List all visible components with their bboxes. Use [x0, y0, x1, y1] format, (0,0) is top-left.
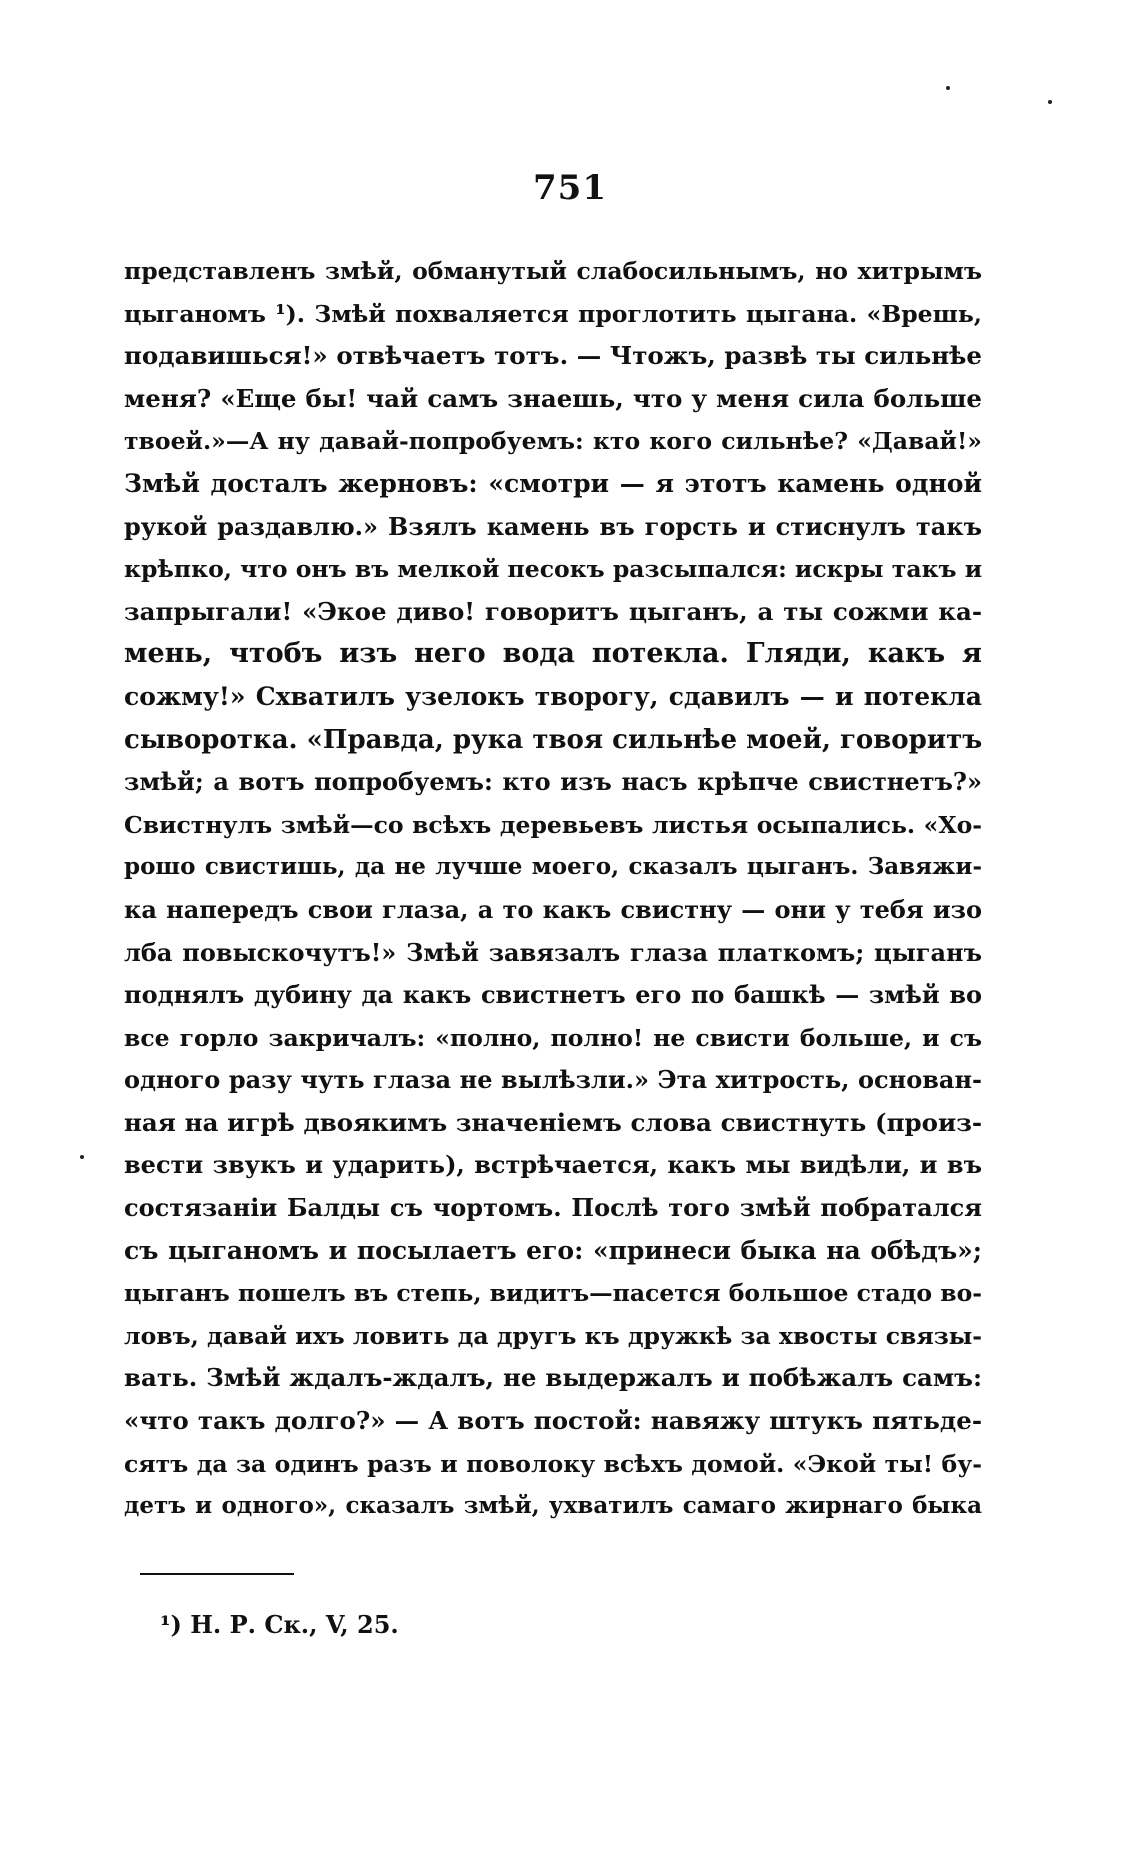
text-line: цыганъ пошелъ въ степь, видитъ—пасется большое стадо во-: [124, 1279, 982, 1308]
text-line: ловъ, давай ихъ ловить да другъ къ дружкѣ за хвосты связы-: [124, 1321, 982, 1350]
text-line: подавишься!» отвѣчаетъ тотъ. — Чтожъ, развѣ ты сильнѣе: [124, 341, 982, 371]
text-line: мень, чтобъ изъ него вода потекла. Гляди, какъ я: [124, 638, 982, 670]
text-line: змѣй; а вотъ попробуемъ: кто изъ насъ крѣпче свистнетъ?»: [124, 767, 982, 797]
text-line: запрыгали! «Экое диво! говоритъ цыганъ, а ты сожми ка-: [124, 596, 982, 626]
page-number: 751: [533, 168, 607, 208]
text-line: сожму!» Схватилъ узелокъ творогу, сдавилъ — и потекла: [124, 681, 982, 711]
body-text: [124, 250, 982, 1528]
text-line: состязаніи Балды съ чортомъ. Послѣ того змѣй побратался: [124, 1193, 982, 1223]
text-line: рукой раздавлю.» Взялъ камень въ горсть и стиснулъ такъ: [124, 511, 982, 541]
scan-speck: [946, 86, 950, 90]
text-line: цыганомъ ¹). Змѣй похваляется проглотить цыгана. «Врешь,: [124, 299, 982, 328]
footnote-divider: [140, 1573, 294, 1575]
text-line: сыворотка. «Правда, рука твоя сильнѣе моей, говоритъ: [124, 724, 982, 755]
text-line: «что такъ долго?» — А вотъ постой: навяжу штукъ пятьде-: [124, 1406, 982, 1436]
text-line: Змѣй досталъ жерновъ: «смотри — я этотъ камень одной: [124, 468, 982, 498]
text-line: ная на игрѣ двоякимъ значеніемъ слова свистнуть (произ-: [124, 1107, 982, 1137]
text-line: твоей.»—А ну давай-попробуемъ: кто кого сильнѣе? «Давай!»: [124, 427, 982, 456]
text-line: одного разу чуть глаза не вылѣзли.» Эта хитрость, основан-: [124, 1065, 982, 1095]
text-line: меня? «Еще бы! чай самъ знаешь, что у меня сила больше: [124, 383, 982, 413]
scan-speck: [1048, 100, 1052, 104]
scan-speck: [80, 1155, 84, 1159]
text-line: рошо свистишь, да не лучше моего, сказалъ цыганъ. Завяжи-: [124, 853, 982, 881]
text-line: поднялъ дубину да какъ свистнетъ его по башкѣ — змѣй во: [124, 980, 982, 1010]
text-line: ка напередъ свои глаза, а то какъ свистну — они у тебя изо: [124, 894, 982, 924]
text-line: все горло закричалъ: «полно, полно! не свисти больше, и съ: [124, 1023, 982, 1052]
text-line: крѣпко, что онъ въ мелкой песокъ разсыпался: искры такъ и: [124, 555, 982, 584]
text-line: детъ и одного», сказалъ змѣй, ухватилъ самаго жирнаго быка: [124, 1492, 982, 1520]
text-line: лба повыскочутъ!» Змѣй завязалъ глаза платкомъ; цыганъ: [124, 937, 982, 967]
text-line: Свистнулъ змѣй—со всѣхъ деревьевъ листья осыпались. «Хо-: [124, 810, 982, 839]
text-line: вать. Змѣй ждалъ-ждалъ, не выдержалъ и побѣжалъ самъ:: [124, 1363, 982, 1393]
footnote: ¹) Н. Р. Ск., V, 25.: [160, 1610, 399, 1639]
text-line: представленъ змѣй, обманутый слабосильнымъ, но хитрымъ: [124, 257, 982, 285]
text-line: съ цыганомъ и посылаетъ его: «принеси быка на обѣдъ»;: [124, 1235, 982, 1265]
text-line: вести звукъ и ударить), встрѣчается, какъ мы видѣли, и въ: [124, 1150, 982, 1180]
text-line: сятъ да за одинъ разъ и поволоку всѣхъ домой. «Экой ты! бу-: [124, 1449, 982, 1478]
